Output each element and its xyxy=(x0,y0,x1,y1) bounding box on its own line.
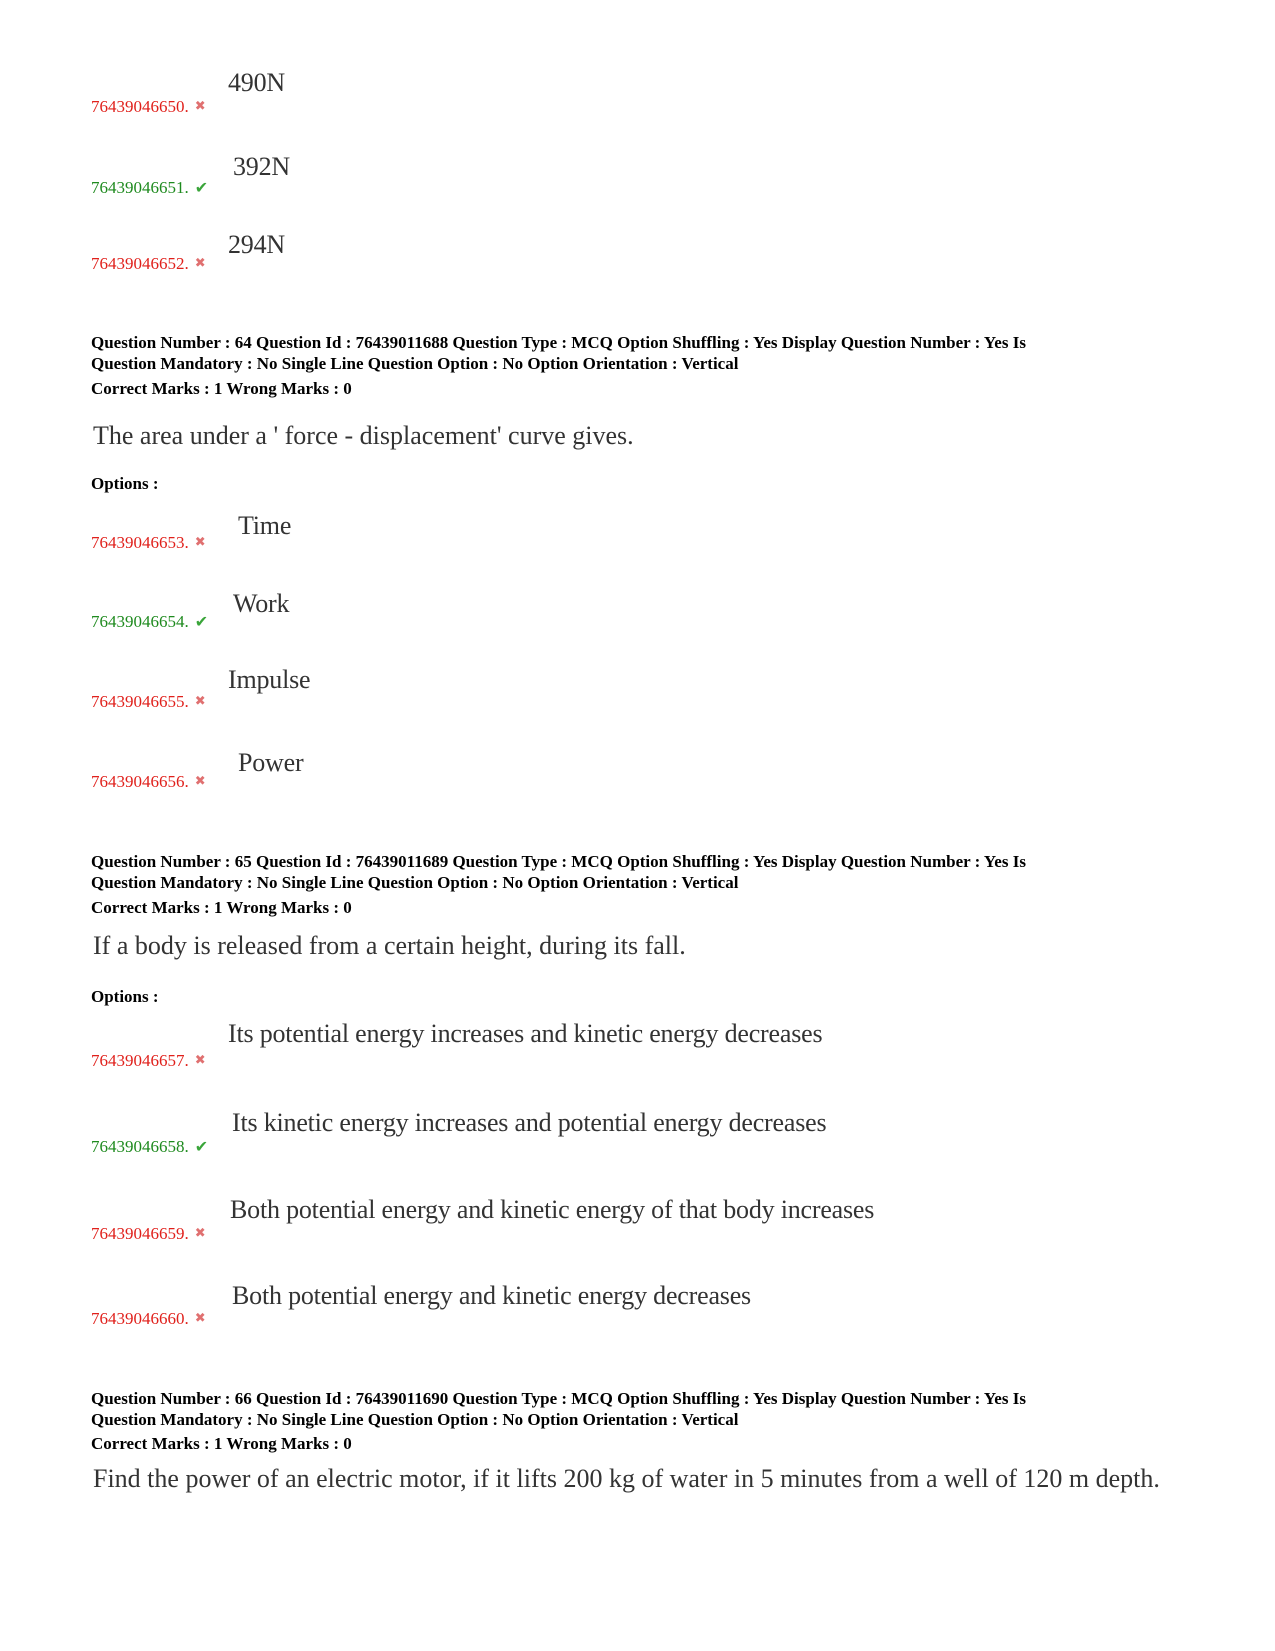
option-id: 76439046651. ✔ xyxy=(91,178,209,197)
option-text: Its kinetic energy increases and potential energy decreases xyxy=(232,1108,827,1137)
question-text: The area under a ' force - displacement' curve gives. xyxy=(93,421,634,450)
question-meta-line: Question Number : 64 Question Id : 76439011688 Question Type : MCQ Option Shuffling : Yes Display Question Number : Yes Is xyxy=(91,333,1026,352)
option-id: 76439046654. ✔ xyxy=(91,612,209,631)
check-icon: ✔ xyxy=(194,180,209,197)
option-id: 76439046660. ✖ xyxy=(91,1309,206,1328)
option-text: 490N xyxy=(228,68,285,97)
options-label: Options : xyxy=(91,987,159,1006)
option-id: 76439046658. ✔ xyxy=(91,1137,209,1156)
option-id: 76439046655. ✖ xyxy=(91,692,206,711)
option-text: 392N xyxy=(233,152,290,181)
question-text: Find the power of an electric motor, if it lifts 200 kg of water in 5 minutes from a well of 120 m depth. xyxy=(93,1464,1160,1493)
option-text: Time xyxy=(238,511,292,540)
option-text: Power xyxy=(238,748,304,777)
check-icon: ✔ xyxy=(194,1139,209,1156)
cross-icon: ✖ xyxy=(194,1052,206,1067)
check-icon: ✔ xyxy=(194,614,209,631)
option-text: 294N xyxy=(228,230,285,259)
option-id: 76439046657. ✖ xyxy=(91,1051,206,1070)
option-text: Impulse xyxy=(228,665,311,694)
question-marks: Correct Marks : 1 Wrong Marks : 0 xyxy=(91,379,352,398)
option-id: 76439046653. ✖ xyxy=(91,533,206,552)
option-id: 76439046659. ✖ xyxy=(91,1224,206,1243)
option-text: Its potential energy increases and kinetic energy decreases xyxy=(228,1019,823,1048)
cross-icon: ✖ xyxy=(194,773,206,788)
question-meta xyxy=(91,332,1141,374)
question-meta xyxy=(91,1388,1141,1430)
option-text: Both potential energy and kinetic energy decreases xyxy=(232,1281,751,1310)
question-meta xyxy=(91,851,1141,893)
question-meta-line: Question Mandatory : No Single Line Question Option : No Option Orientation : Vertical xyxy=(91,354,739,373)
cross-icon: ✖ xyxy=(194,1225,206,1240)
question-meta-line: Question Number : 65 Question Id : 76439011689 Question Type : MCQ Option Shuffling : Yes Display Question Number : Yes Is xyxy=(91,852,1026,871)
question-meta-line: Question Mandatory : No Single Line Question Option : No Option Orientation : Vertical xyxy=(91,1410,739,1429)
question-meta-line: Question Mandatory : No Single Line Question Option : No Option Orientation : Vertical xyxy=(91,873,739,892)
question-text: If a body is released from a certain height, during its fall. xyxy=(93,931,686,960)
question-marks: Correct Marks : 1 Wrong Marks : 0 xyxy=(91,1434,352,1453)
cross-icon: ✖ xyxy=(194,98,206,113)
option-text: Both potential energy and kinetic energy of that body increases xyxy=(230,1195,875,1224)
option-id: 76439046656. ✖ xyxy=(91,772,206,791)
cross-icon: ✖ xyxy=(194,693,206,708)
options-label: Options : xyxy=(91,474,159,493)
question-meta-line: Question Number : 66 Question Id : 76439011690 Question Type : MCQ Option Shuffling : Yes Display Question Number : Yes Is xyxy=(91,1389,1026,1408)
option-id: 76439046652. ✖ xyxy=(91,254,206,273)
cross-icon: ✖ xyxy=(194,255,206,270)
question-marks: Correct Marks : 1 Wrong Marks : 0 xyxy=(91,898,352,917)
option-text: Work xyxy=(233,589,290,618)
cross-icon: ✖ xyxy=(194,1310,206,1325)
option-id: 76439046650. ✖ xyxy=(91,97,206,116)
cross-icon: ✖ xyxy=(194,534,206,549)
